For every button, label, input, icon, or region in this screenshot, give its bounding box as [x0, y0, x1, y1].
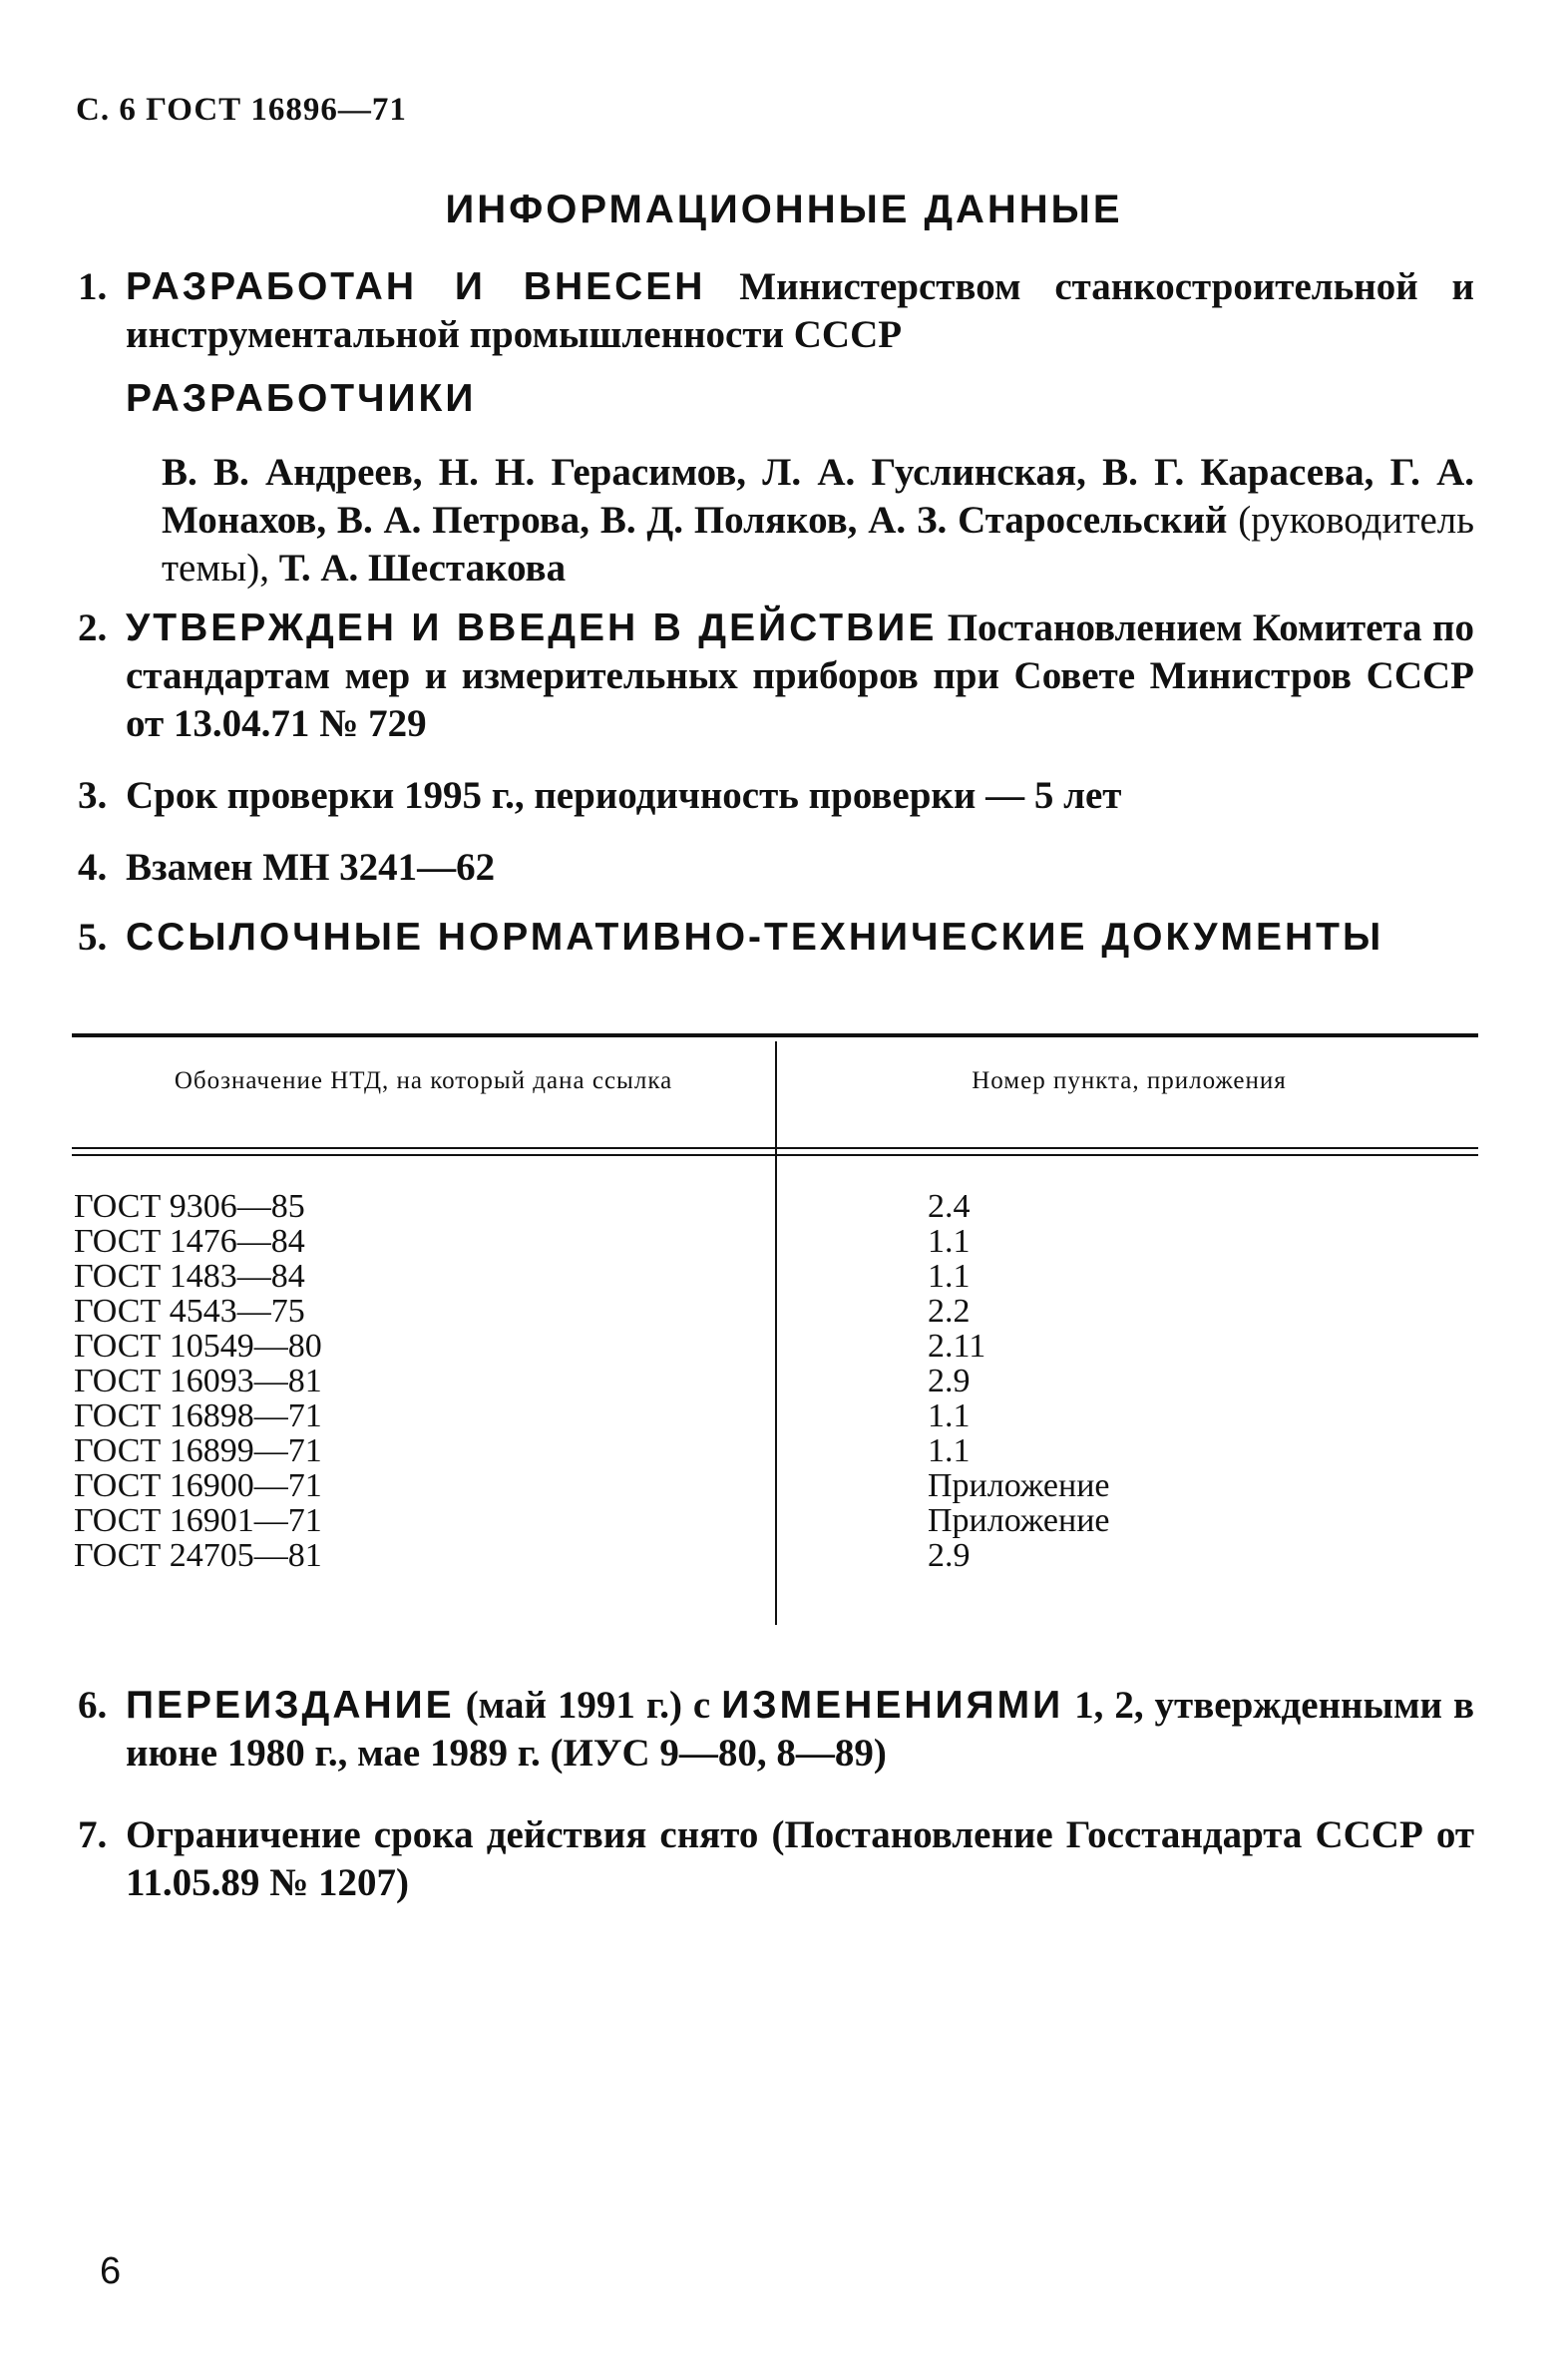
item-number: 1. [78, 265, 108, 308]
developer-last: Т. А. Шестакова [278, 547, 567, 590]
item-text: (май 1991 г.) с [465, 1684, 711, 1727]
item-heading-2: ИЗМЕНЕНИЯМИ [721, 1684, 1064, 1727]
item-heading: УТВЕРЖДЕН И ВВЕДЕН В ДЕЙСТВИЕ [126, 606, 938, 649]
info-item-3 [78, 772, 1474, 820]
info-item-1 [78, 263, 1474, 359]
item-number: 4. [78, 846, 108, 889]
page-header: С. 6 ГОСТ 16896—71 [76, 92, 407, 128]
table-cell: 2.2 [928, 1293, 971, 1330]
item-text: Срок проверки 1995 г., периодичность проверки — 5 лет [126, 774, 1122, 817]
table-cell: ГОСТ 1476—84 [74, 1223, 305, 1260]
table-column-designation [74, 1189, 322, 1573]
reference-table [72, 1033, 1478, 1632]
info-item-2 [78, 604, 1474, 748]
info-item-4 [78, 844, 1474, 892]
item-heading: РАЗРАБОТАН И ВНЕСЕН [126, 265, 706, 308]
item-number: 6. [78, 1684, 108, 1727]
table-cell: 1.1 [928, 1397, 971, 1434]
table-cell: ГОСТ 4543—75 [74, 1293, 305, 1330]
item-number: 3. [78, 774, 108, 817]
table-header-clause: Номер пункта, приложения [972, 1067, 1287, 1094]
item-number: 2. [78, 606, 108, 649]
table-cell: 2.9 [928, 1363, 971, 1399]
developers-heading: РАЗРАБОТЧИКИ [126, 377, 477, 420]
item-number: 7. [78, 1813, 108, 1856]
table-cell: ГОСТ 10549—80 [74, 1328, 322, 1365]
item-text: Министерством станкостроительной и инструментальной промышленности СССР [126, 265, 1474, 356]
table-cell: 2.4 [928, 1188, 971, 1225]
table-column-clause [928, 1189, 1109, 1573]
item-text: Постановлением Комитета по стандартам мер и измерительных приборов при Совете Министров СССР от 13.04.71 № 729 [126, 606, 1474, 745]
item-heading: ПЕРЕИЗДАНИЕ [126, 1684, 455, 1727]
developer-role: (руководитель темы), [162, 499, 1474, 590]
info-item-7 [78, 1811, 1474, 1907]
developers-list [162, 449, 1474, 593]
table-cell: 2.9 [928, 1537, 971, 1574]
item-heading: ССЫЛОЧНЫЕ НОРМАТИВНО-ТЕХНИЧЕСКИЕ ДОКУМЕНТЫ [126, 916, 1384, 959]
item-text: Ограничение срока действия снято (Постановление Госстандарта СССР от 11.05.89 № 1207) [126, 1813, 1474, 1904]
table-cell: 1.1 [928, 1223, 971, 1260]
table-cell: ГОСТ 24705—81 [74, 1537, 322, 1574]
item-text-2: 1, 2, утвержденными в июне 1980 г., мае 1989 г. (ИУС 9—80, 8—89) [126, 1684, 1475, 1775]
table-cell: Приложение [928, 1467, 1110, 1504]
table-cell: 2.11 [928, 1328, 986, 1365]
table-cell: Приложение [928, 1502, 1110, 1539]
table-cell: 1.1 [928, 1258, 971, 1295]
table-column-divider [775, 1041, 777, 1625]
table-top-rule [72, 1033, 1478, 1037]
table-cell: ГОСТ 16898—71 [74, 1397, 322, 1434]
table-header-designation: Обозначение НТД, на который дана ссылка [174, 1067, 673, 1094]
info-item-6 [78, 1682, 1474, 1778]
page-number: 6 [100, 2250, 122, 2292]
page-title: ИНФОРМАЦИОННЫЕ ДАННЫЕ [445, 188, 1123, 231]
table-cell: ГОСТ 16899—71 [74, 1432, 322, 1469]
table-cell: ГОСТ 1483—84 [74, 1258, 305, 1295]
item-number: 5. [78, 916, 108, 959]
developer-names: В. В. Андреев, Н. Н. Герасимов, Л. А. Гуслинская, В. Г. Карасева, Г. А. Монахов, В. А. Петрова, В. Д. Поляков, А. З. Старосельский [162, 451, 1474, 542]
table-cell: ГОСТ 16900—71 [74, 1467, 322, 1504]
table-cell: ГОСТ 16093—81 [74, 1363, 322, 1399]
item-text: Взамен МН 3241—62 [126, 846, 496, 889]
table-cell: 1.1 [928, 1432, 971, 1469]
info-item-5 [78, 914, 1474, 962]
table-cell: ГОСТ 9306—85 [74, 1188, 305, 1225]
table-cell: ГОСТ 16901—71 [74, 1502, 322, 1539]
